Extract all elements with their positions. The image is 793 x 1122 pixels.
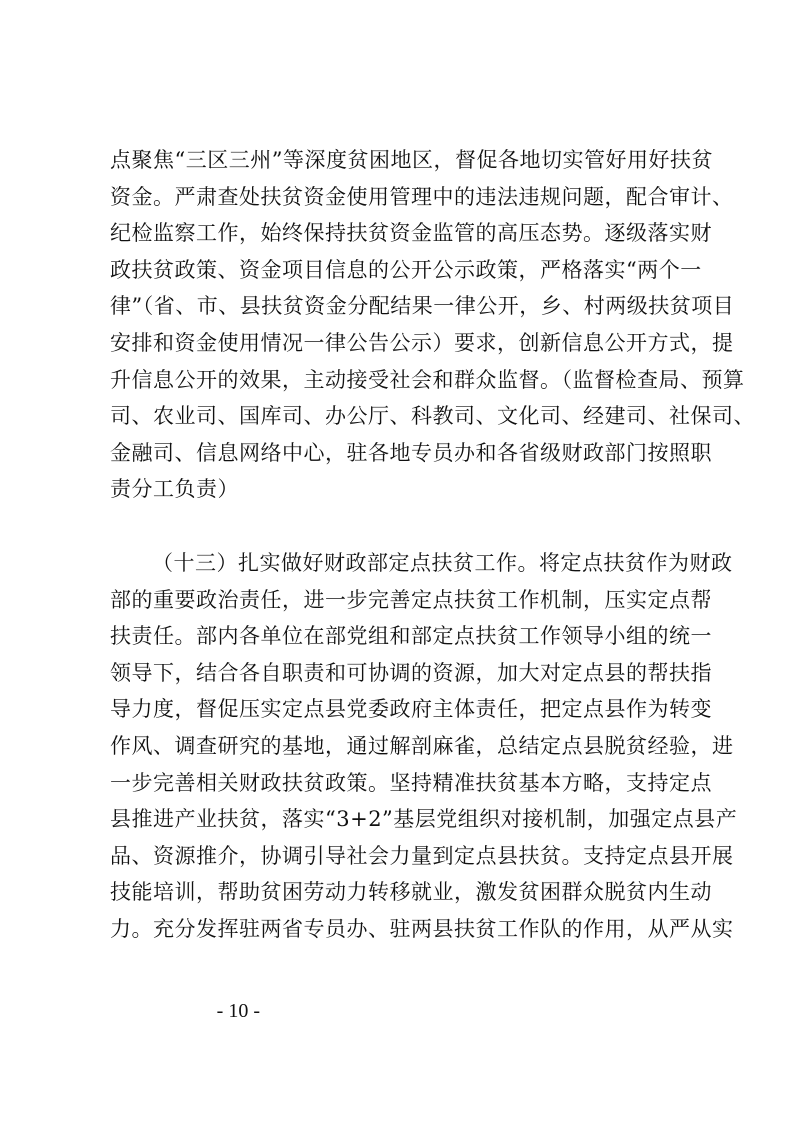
text-line: 作风、调查研究的基地，通过解剖麻雀，总结定点县脱贫经验，进 — [110, 733, 734, 758]
text-line: 县推进产业扶贫，落实“3+2”基层党组织对接机制，加强定点县产 — [110, 807, 738, 832]
text-line: 领导下，结合各自职责和可协调的资源，加大对定点县的帮扶指 — [110, 660, 712, 685]
text-line: 力。充分发挥驻两省专员办、驻两县扶贫工作队的作用，从严从实 — [110, 916, 734, 941]
paragraph-1 — [110, 142, 755, 508]
text-line: 技能培训，帮助贫困劳动力转移就业，激发贫困群众脱贫内生动 — [110, 880, 712, 905]
text-line: 责分工负责） — [110, 477, 239, 502]
text-line: 金融司、信息网络中心，驻各地专员办和各省级财政部门按照职 — [110, 440, 712, 465]
text-line: 导力度，督促压实定点县党委政府主体责任，把定点县作为转变 — [110, 697, 712, 722]
text-line: 一步完善相关财政扶贫政策。坚持精准扶贫基本方略，支持定点 — [110, 770, 712, 795]
text-line: 升信息公开的效果，主动接受社会和群众监督。（监督检查局、预算 — [110, 367, 745, 392]
text-line: 安排和资金使用情况一律公告公示）要求，创新信息公开方式，提 — [110, 330, 734, 355]
text-line: 品、资源推介，协调引导社会力量到定点县扶贫。支持定点县开展 — [110, 843, 734, 868]
text-line: 司、农业司、国库司、办公厅、科教司、文化司、经建司、社保司、 — [110, 404, 755, 429]
text-line: 政扶贫政策、资金项目信息的公开公示政策，严格落实“两个一 — [110, 257, 702, 282]
text-line: （十三）扎实做好财政部定点扶贫工作。将定点扶贫作为财政 — [152, 551, 733, 575]
text-line: 律”（省、市、县扶贫资金分配结果一律公开，乡、村两级扶贫项目 — [110, 294, 735, 319]
text-line: 纪检监察工作，始终保持扶贫资金监管的高压态势。逐级落实财 — [110, 221, 712, 246]
text-line: 部的重要政治责任，进一步完善定点扶贫工作机制，压实定点帮 — [110, 587, 712, 612]
page-number: - 10 - — [216, 1000, 260, 1022]
text-line: 扶责任。部内各单位在部党组和部定点扶贫工作领导小组的统一 — [110, 624, 712, 649]
text-line: 资金。严肃查处扶贫资金使用管理中的违法违规问题，配合审计、 — [110, 184, 734, 209]
paragraph-2 — [110, 545, 738, 948]
text-line: 点聚焦“三区三州”等深度贫困地区，督促各地切实管好用好扶贫 — [110, 148, 713, 172]
